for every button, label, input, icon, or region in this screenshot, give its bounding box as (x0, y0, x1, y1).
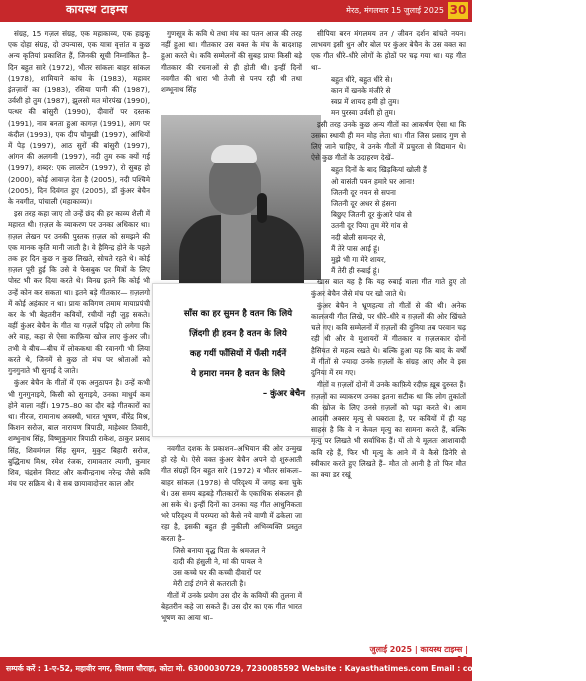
paragraph: सीपिया बरन मंगलमय तन / जीवन दर्शन बांचते नयन। लाभवग इसी धुन और बोल पर कुंअर बेचैन के उस वक्त का एक गीत धीरे–धीरे लोगों के होठों पर चढ़ गया था। यह गीत था– (311, 29, 466, 72)
column-middle-top (161, 28, 302, 96)
contact-bar (0, 657, 586, 681)
paragraph: गीतों में उनके प्रयोग उस दौर के कवियों की तुलना में बेहतरीन कहे जा सकते हैं। उस दौर का एक गीत भारत भूषण का आया था– (161, 590, 302, 623)
verse-line: मैं तेरी ही रुबाई हूं। (331, 266, 380, 276)
photo-figure-scarf (221, 213, 251, 283)
verse-line: बहुत दिनों के बाद खिड़कियां खोली हैं (331, 165, 427, 175)
paragraph: कुंअर बेचैन के गीतों में एक अनुठापन है। उन्हें कभी भी गुनगुनाइये, किसी को सुनाइये, उनका माधुर्य कम होने वाला नहीं। 1975–80 का दौर बड़े गीतकारों का था। नीरज, रामानाथ अवस्थी, भारत भूषण, वीरेंद्र मिश्र, किशन सरोज, बाल नारायण त्रिपाठी, माहेश्वर तिवारी, शम्भुनाथ सिंह, विष्णुकुमार त्रिपाठी राकेश, ठाकुर प्रसाद सिंह, शिवमंगल सिंह सुमन, मुकुट बिहारी सरोज, बुद्धिनाथ मिश्र, रमेश रंजक, रामावतार त्यागी, कुमार शिव, चंद्रसेन विराट और कवीन्द्रनाथ नरेन्द्र जैसे कवि मंच पर सक्रिय थे। वे सब छायावादोत्तर काल और (8, 378, 150, 489)
verse-line: स्वप्न में शायद हमी हो तुम। (331, 97, 400, 107)
quote-line: कह गयीं फाँसियों में फँसी गर्दनें (189, 349, 287, 359)
verse-line: मुझे भी गा मेरे शायर, (331, 255, 387, 265)
verse-line: कान में खनके मंजीरे से (331, 86, 391, 96)
verse-line: दादी की हंसुली ने, मां की पायल ने (173, 557, 262, 567)
page-number-badge: 30 (449, 3, 467, 17)
verse-line: जितनी दूर अधर से हंसना (331, 199, 397, 209)
microphone-icon (257, 193, 267, 223)
verse-stanza (311, 164, 466, 276)
column-middle-bottom (161, 443, 302, 624)
verse-line: उतनी दूर पिया तुम मेरे गांव से (331, 221, 408, 231)
column-right (311, 28, 466, 481)
verse-line: नदी बोली समन्दर से, (331, 232, 386, 242)
quote-line: साँस का हर सुमन है वतन कि लिये (183, 309, 293, 319)
column-left (8, 28, 150, 490)
masthead-brand: कायस्थ टाइम्स (66, 3, 128, 16)
verse-line: मेरी टाई टंगने से कतराती है। (173, 579, 246, 589)
paragraph: गुणसूत्र के कवि थे तथा मंच का पतन आज की तरह नहीं हुआ था। गीतकार उस वक्त के मंच के बादशाह हुआ करते थे। कवि सम्मेलनों की सुबह प्रायः किसी बड़े गीतकार की रचनाओं से ही होती थी। इन्हीं दिनों नवगीत की धारा भी तेजी से पनप रही थी तथा शम्भूनाथ सिंह (161, 29, 302, 95)
poet-photo (161, 115, 321, 280)
verse-line: जितनी दूर नयन से सपना (331, 187, 396, 197)
paragraph: संग्रह, 15 गज़ल संग्रह, एक महाकाव्य, एक हाइकू एक दोहा संग्रह, दो उपन्यास, एक यात्रा वृत्तांत व कुछ अन्य कृतियां प्रकाशित हैं, जिनकी सूची निम्नांकित है– दिन बहुत सारे (1972), भीतर सांकलः बाहर सांकल (1978), शामियाने कांच के (1983), महावर इंतज़ारों का (1983), रसिया पानी की (1987), उर्वशी हो तुम (1987), झुलसो मत मोरपंख (1990), पत्थर की बांसुरी (1990), दीवारों पर दस्तक (1991), नाव बनता हुआ कागज़ (1991), आग पर कंदील (1993), एक दीप चौमुखी (1997), आंधियों में पेड़ (1997), आठ सुरों की बांसुरी (1997), आंगन की अलगनी (1997), नदी तुम रुक क्यों गई (1997), शब्दर: एक लालटेन (1997), रो सुबह हो (2000), कोई आवाज़ देता है (2005), नदी पश्चिमे (2005), दिन दिवंगत हुए (2005), डॉ कुंअर बेचैन के नवगीत, पांचाली (महाकाव्य)। (8, 29, 150, 207)
photo-figure-hair (211, 145, 257, 163)
pull-quote-box (152, 283, 324, 437)
paragraph: खास बात यह है कि यह रुबाई वाला गीत गाते हुए तो कुंअर बेचैन जैसे मंच पर खो जाते थे। (311, 277, 466, 298)
verse-line: ओ वासंती पवन हमारे घर आना! (331, 176, 415, 186)
contact-text: सम्पर्क करें : 1-ए-52, महावीर नगर, विशाल चौराहा, कोटा मो. 6300030729, 7230085592 Website : Kayasthatimes.com Email : contact@kayasthatimes.com (6, 664, 586, 673)
paragraph: इसी तरह उनके कुछ अन्य गीतों का आकर्षण ऐसा था कि उसका स्थायी ही मन मोह लेता था। गीत जिस प्रसाद गुण से लिए जाने चाहिए, वे उनके गीतों में प्रचुरता से विद्यमान थे। ऐसे कुछ गीतों के उदाहरण देखें– (311, 119, 466, 163)
paragraph: इस तरह कहा जाए तो उन्हें छंद की हर काव्य शैली में महारत थी। ग़ज़ल के व्याकरण पर उनका अधिकार था। ग़ज़ल लेखन पर उनकी पुस्तक ग़ज़ल को समझने की एक मानक कृति मानी जाती है। वे हैमिन्द्र होने के पहले तक हर दिन कुछ न कुछ लिखते, सोचते रहते थे। कोई ग़ज़ल पूरी हुई कि उसे वे फेसबुक पर मित्रों के लिए पोस्ट भी कर दिया करते थे। विनम्र इतने कि कोई भी उन्हें कोन कर सकता था। इतने बड़े गीतकार— ग़ज़लगो में कोई अहंकार न था। प्रायः कविगण तमाम मायाप्रपंची कर के भी बेहतरीन कवियों, रचीयों नही जुड़ सकते। वहीं कुंअर बेचैन के गीत या गज़लें पढ़िए तो लगेगा कि अरे वाह, कहा से ऐसा काफ़िया खोज लाए कुंअर जी। तभी वे बीच—बीच में लोककथा की रवानगी भी लिया करते थे, जिनमें से कुछ तो मंच पर श्रोताओं को गुनगुनाते भी सुनाई दे जाते। (8, 209, 150, 376)
quote-line: ज़िंदगी ही हवन है वतन के लिये (189, 329, 287, 339)
quote-line: ये हमारा नमन है वतन के लिये (191, 369, 285, 379)
verse-line: बहुत धीरे, बहुत धीरे से। (331, 74, 393, 84)
verse-line: बिछुए जितनी दूर कुंआरे पांव से (331, 210, 412, 220)
paragraph: नवगीत दशक के प्रकाशन–अभियान की ओर उन्मुख हो रहे थे। ऐसे वक्त कुंअर बेचैन अपने दो शुरुआती गीत संग्रहों दिन बहुत सारे (1972) व भीतर सांकलः–बाहर सांकल (1978) से परिदृश्य में जगह बना चुके थे। उस समय बड़बड़े गीतकारों के एकाधिक संकलन ही आ सके थे। इन्हीं दिनों का उनका यह गीत आधुनिकता भरे परिदृश्य में परम्परा को कैसे नये वाणी में ढकेला जा रहा है, इसकी बहुत ही नुकीली अभिव्यक्ति प्रस्तुत करता है– (161, 444, 302, 543)
verse-line: उस कच्चे घर की कच्ची दीवारों पर (173, 568, 261, 578)
page-header (0, 0, 472, 22)
verse-line: मन पुरस्वा उर्वशी हो तुम। (331, 108, 396, 118)
header-date: मेरठ, मंगलवार 15 जुलाई 2025 (346, 6, 444, 15)
verse-line: जिसे बनाया वृद्ध पिता के श्रमजल ने (173, 545, 266, 555)
paragraph: गीतों व ग़ज़लों दोनों में उनके काफ़िये रदीफ़ ख़ूब दुरुस्त हैं। ग़ज़लों का व्याकरण उनका इतना सटीक था कि लोग तुकांतों की खोज के लिए उनसे ग़ज़लों को पढ़ा करते थे। आम आदमी अक्सर मृत्यु से घबराता है, पर कवियों में ही यह साहस है कि वे न केवल मृत्यु का सामना करते हैं, बल्कि मृत्यु पर लिखते भी सर्वाधिक हैं। यों तो ये मूलतः आशावादी कवि रहे हैं, फिर भी मृत्यु के आने में वे कैसे डिनेरि से स्वीकार करते हुए लिखते हैं– मौत तो आनी है तो फिर मौत का क्या डर रखूं (311, 380, 466, 479)
verse-line: मैं तेरे पास आई हूं। (331, 243, 380, 253)
verse-stanza (311, 74, 466, 119)
page-footline: जुलाई 2025 | कायस्थ टाइम्स | (369, 645, 468, 654)
quote-attribution: – कुंअर बेचैन (262, 389, 305, 399)
paragraph: कुंअर बेचैन ने भ्रूणहत्या तो गीतों से की थी। अनेक कालजयी गीत लिखे, पर धीरे–धीरे व ग़ज़लों की ओर खिंचते चले गए। कवि सम्मेलनों में ग़ज़लों की दुनिया तब परवान चढ़ रही थी और वे मुशायरों में गीतकार व ग़ज़लकार दोनों हैसियत से महत्व रखते थे। बल्कि हुआ यह कि बाद के वर्षों में गीतों से ज्यादा उनके ग़ज़लों के संग्रह आए और वे इस दुनिया में रम गए। (311, 300, 466, 378)
